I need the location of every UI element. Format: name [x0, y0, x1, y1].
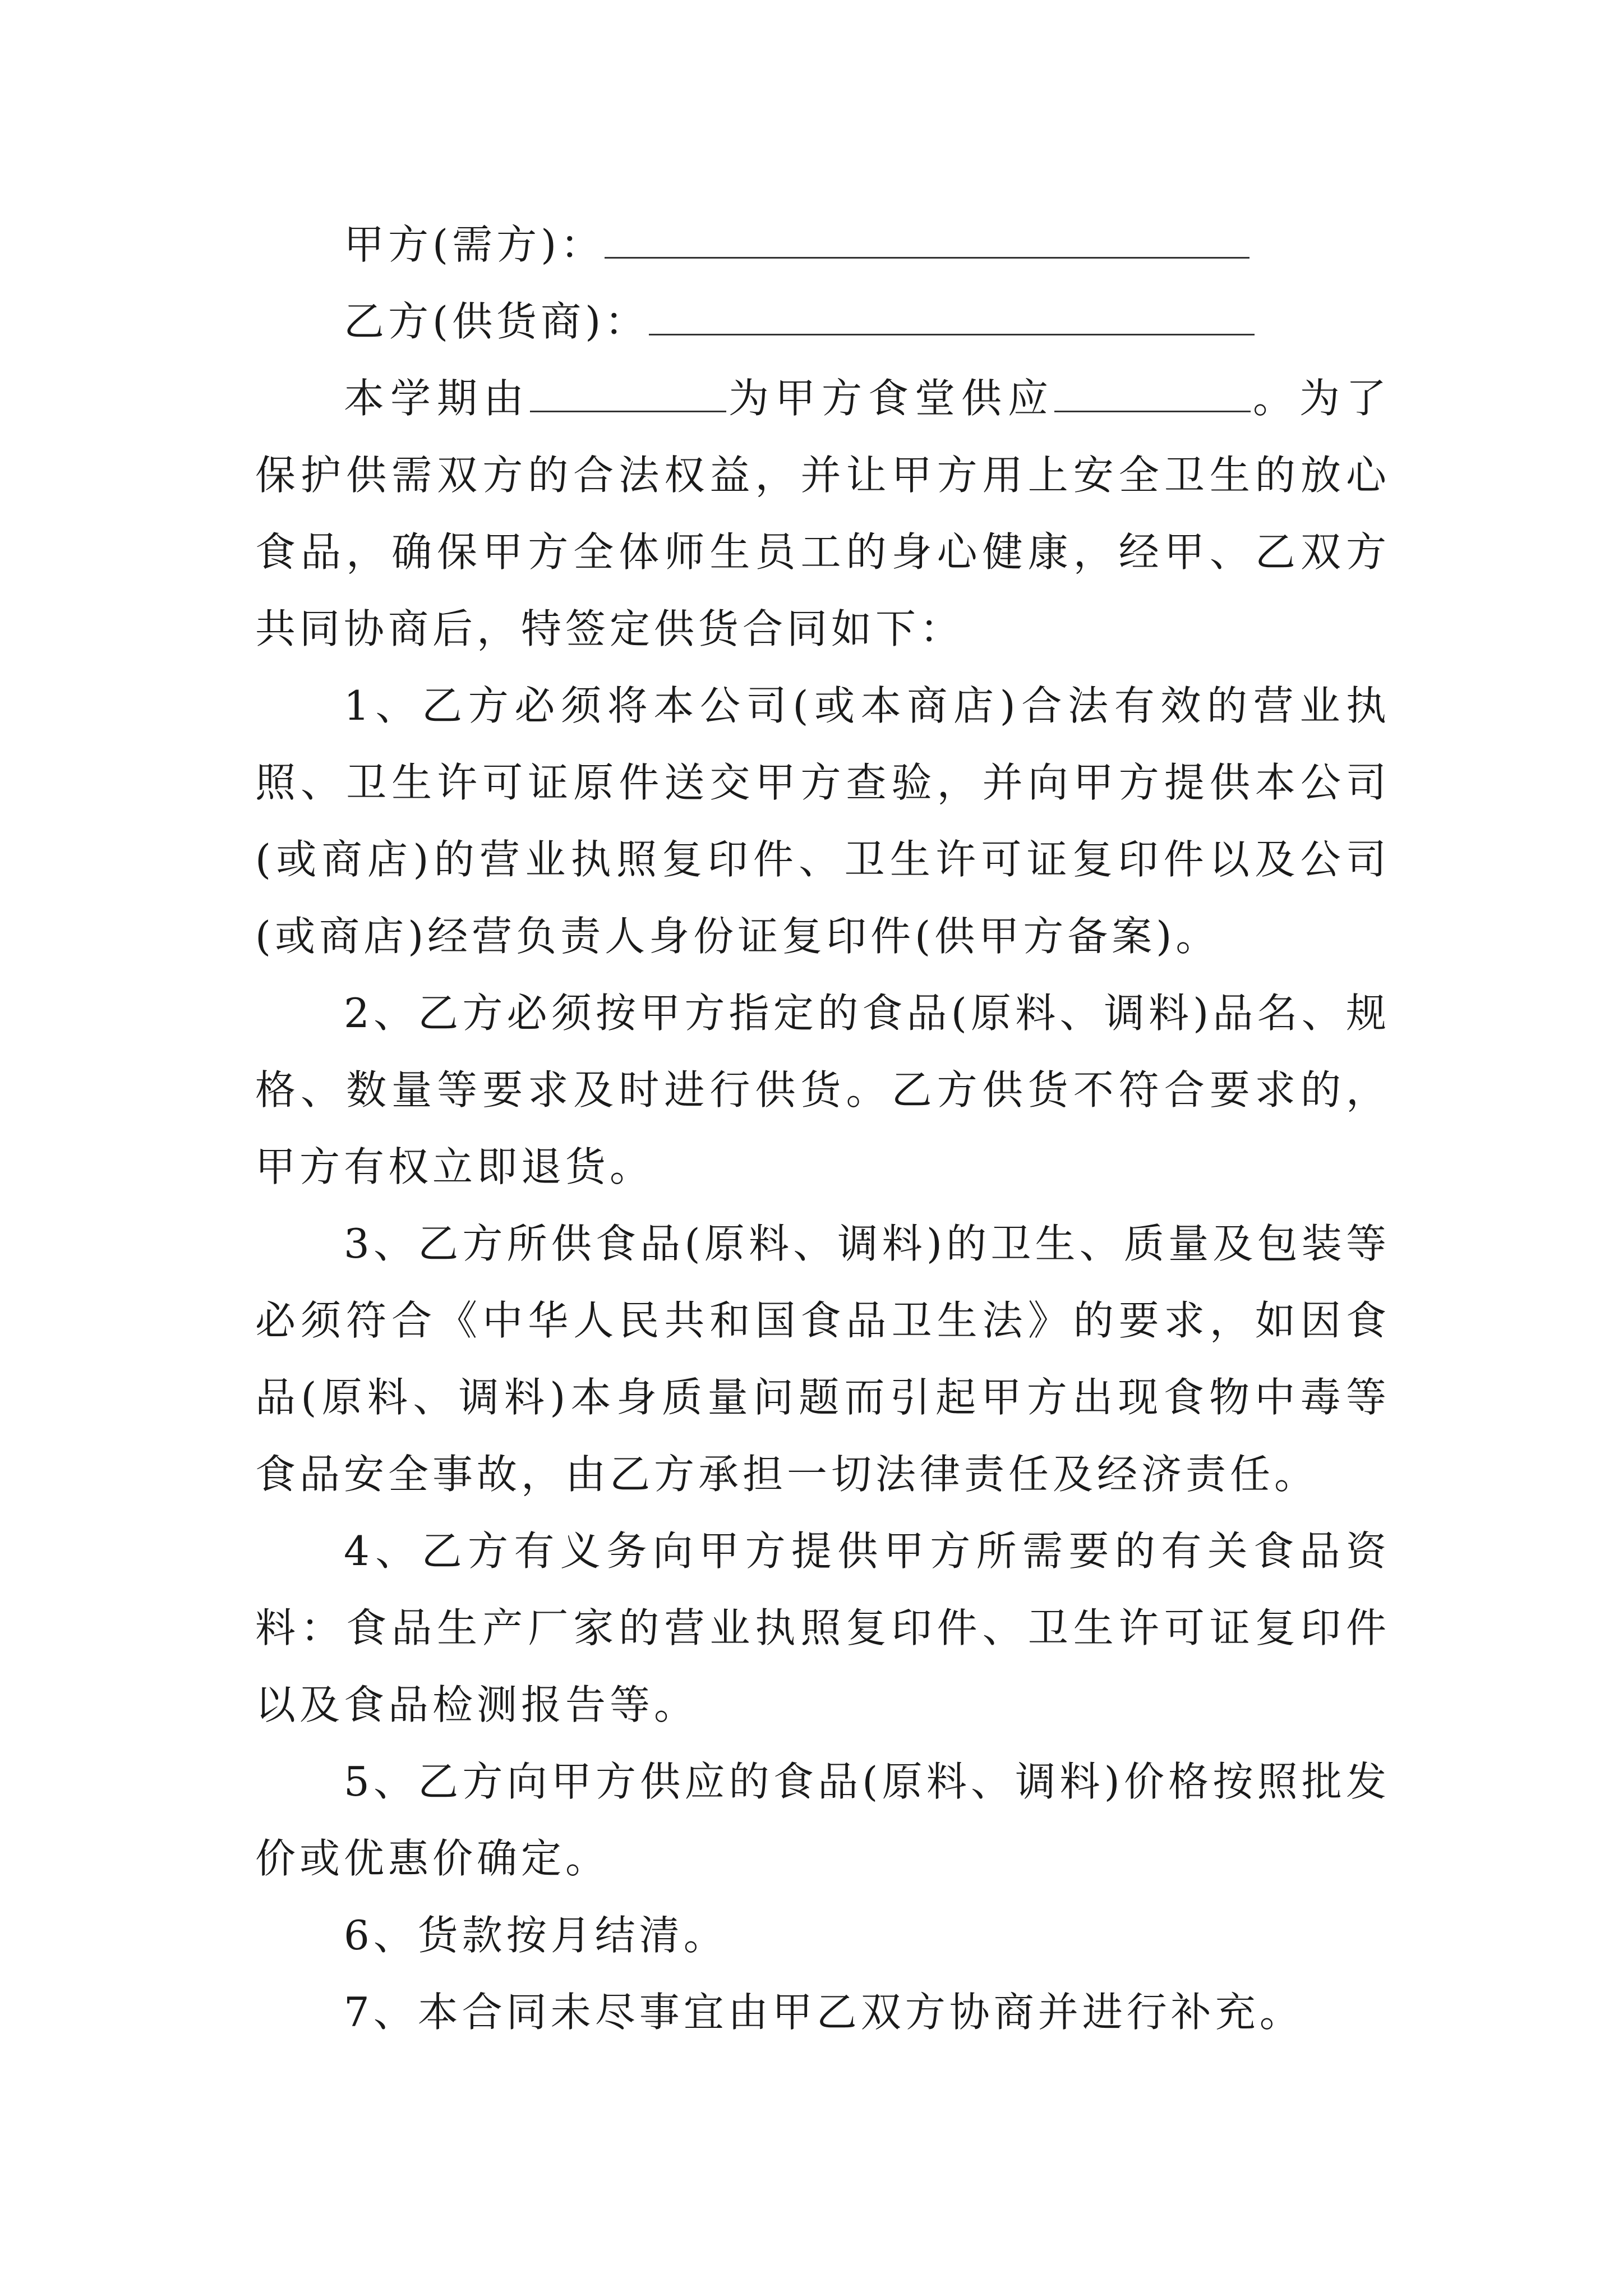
- intro-paragraph: [255, 360, 1390, 668]
- clause-1: [255, 668, 1390, 975]
- clause-1-text: 1、乙方必须将本公司(或本商店)合法有效的营业执照、卫生许可证原件送交甲方查验，并向甲方提供本公司(或商店)的营业执照复印件、卫生许可证复印件以及公司(或商店)经营负责人身份证复印件(供甲方备案)。: [255, 682, 1390, 960]
- clause-5-text: 5、乙方向甲方供应的食品(原料、调料)价格按照批发价或优惠价确定。: [255, 1758, 1390, 1882]
- party-a-blank: [605, 222, 1249, 259]
- clause-5: [255, 1743, 1390, 1897]
- clause-4-text: 4、乙方有义务向甲方提供甲方所需要的有关食品资料：食品生产厂家的营业执照复印件、卫生许可证复印件以及食品检测报告等。: [255, 1527, 1390, 1728]
- clause-4: [255, 1513, 1390, 1743]
- party-b-label: 乙方(供货商)：: [344, 298, 649, 345]
- clause-3-text: 3、乙方所供食品(原料、调料)的卫生、质量及包装等必须符合《中华人民共和国食品卫生法》的要求，如因食品(原料、调料)本身质量问题而引起甲方出现食物中毒等食品安全事故，由乙方承担一切法律责任及经济责任。: [255, 1220, 1390, 1498]
- clause-7: [255, 1974, 1390, 2051]
- goods-blank: [1054, 376, 1251, 412]
- clause-2: [255, 975, 1390, 1205]
- party-a-label: 甲方(需方)：: [344, 221, 605, 268]
- party-b-line: [255, 283, 1390, 360]
- intro-text-2: 为甲方食堂供应: [726, 375, 1054, 422]
- clause-6: [255, 1897, 1390, 1974]
- clause-6-text: 6、货款按月结清。: [344, 1912, 728, 1959]
- intro-text-3: 。为了保护供需双方的合法权益，并让甲方用上安全卫生的放心食品，确保甲方全体师生员工的身心健康，经甲、乙双方共同协商后，特签定供货合同如下：: [255, 375, 1390, 652]
- clause-3: [255, 1205, 1390, 1513]
- clause-2-text: 2、乙方必须按甲方指定的食品(原料、调料)品名、规格、数量等要求及时进行供货。乙方供货不符合要求的，甲方有权立即退货。: [255, 990, 1390, 1190]
- clause-7-text: 7、本合同未尽事宜由甲乙双方协商并进行补充。: [344, 1989, 1304, 2036]
- contract-body: [255, 206, 1390, 2051]
- party-b-blank: [649, 299, 1255, 335]
- intro-text-1: 本学期由: [344, 375, 530, 422]
- party-a-line: [255, 206, 1390, 283]
- supplier-blank: [530, 376, 726, 412]
